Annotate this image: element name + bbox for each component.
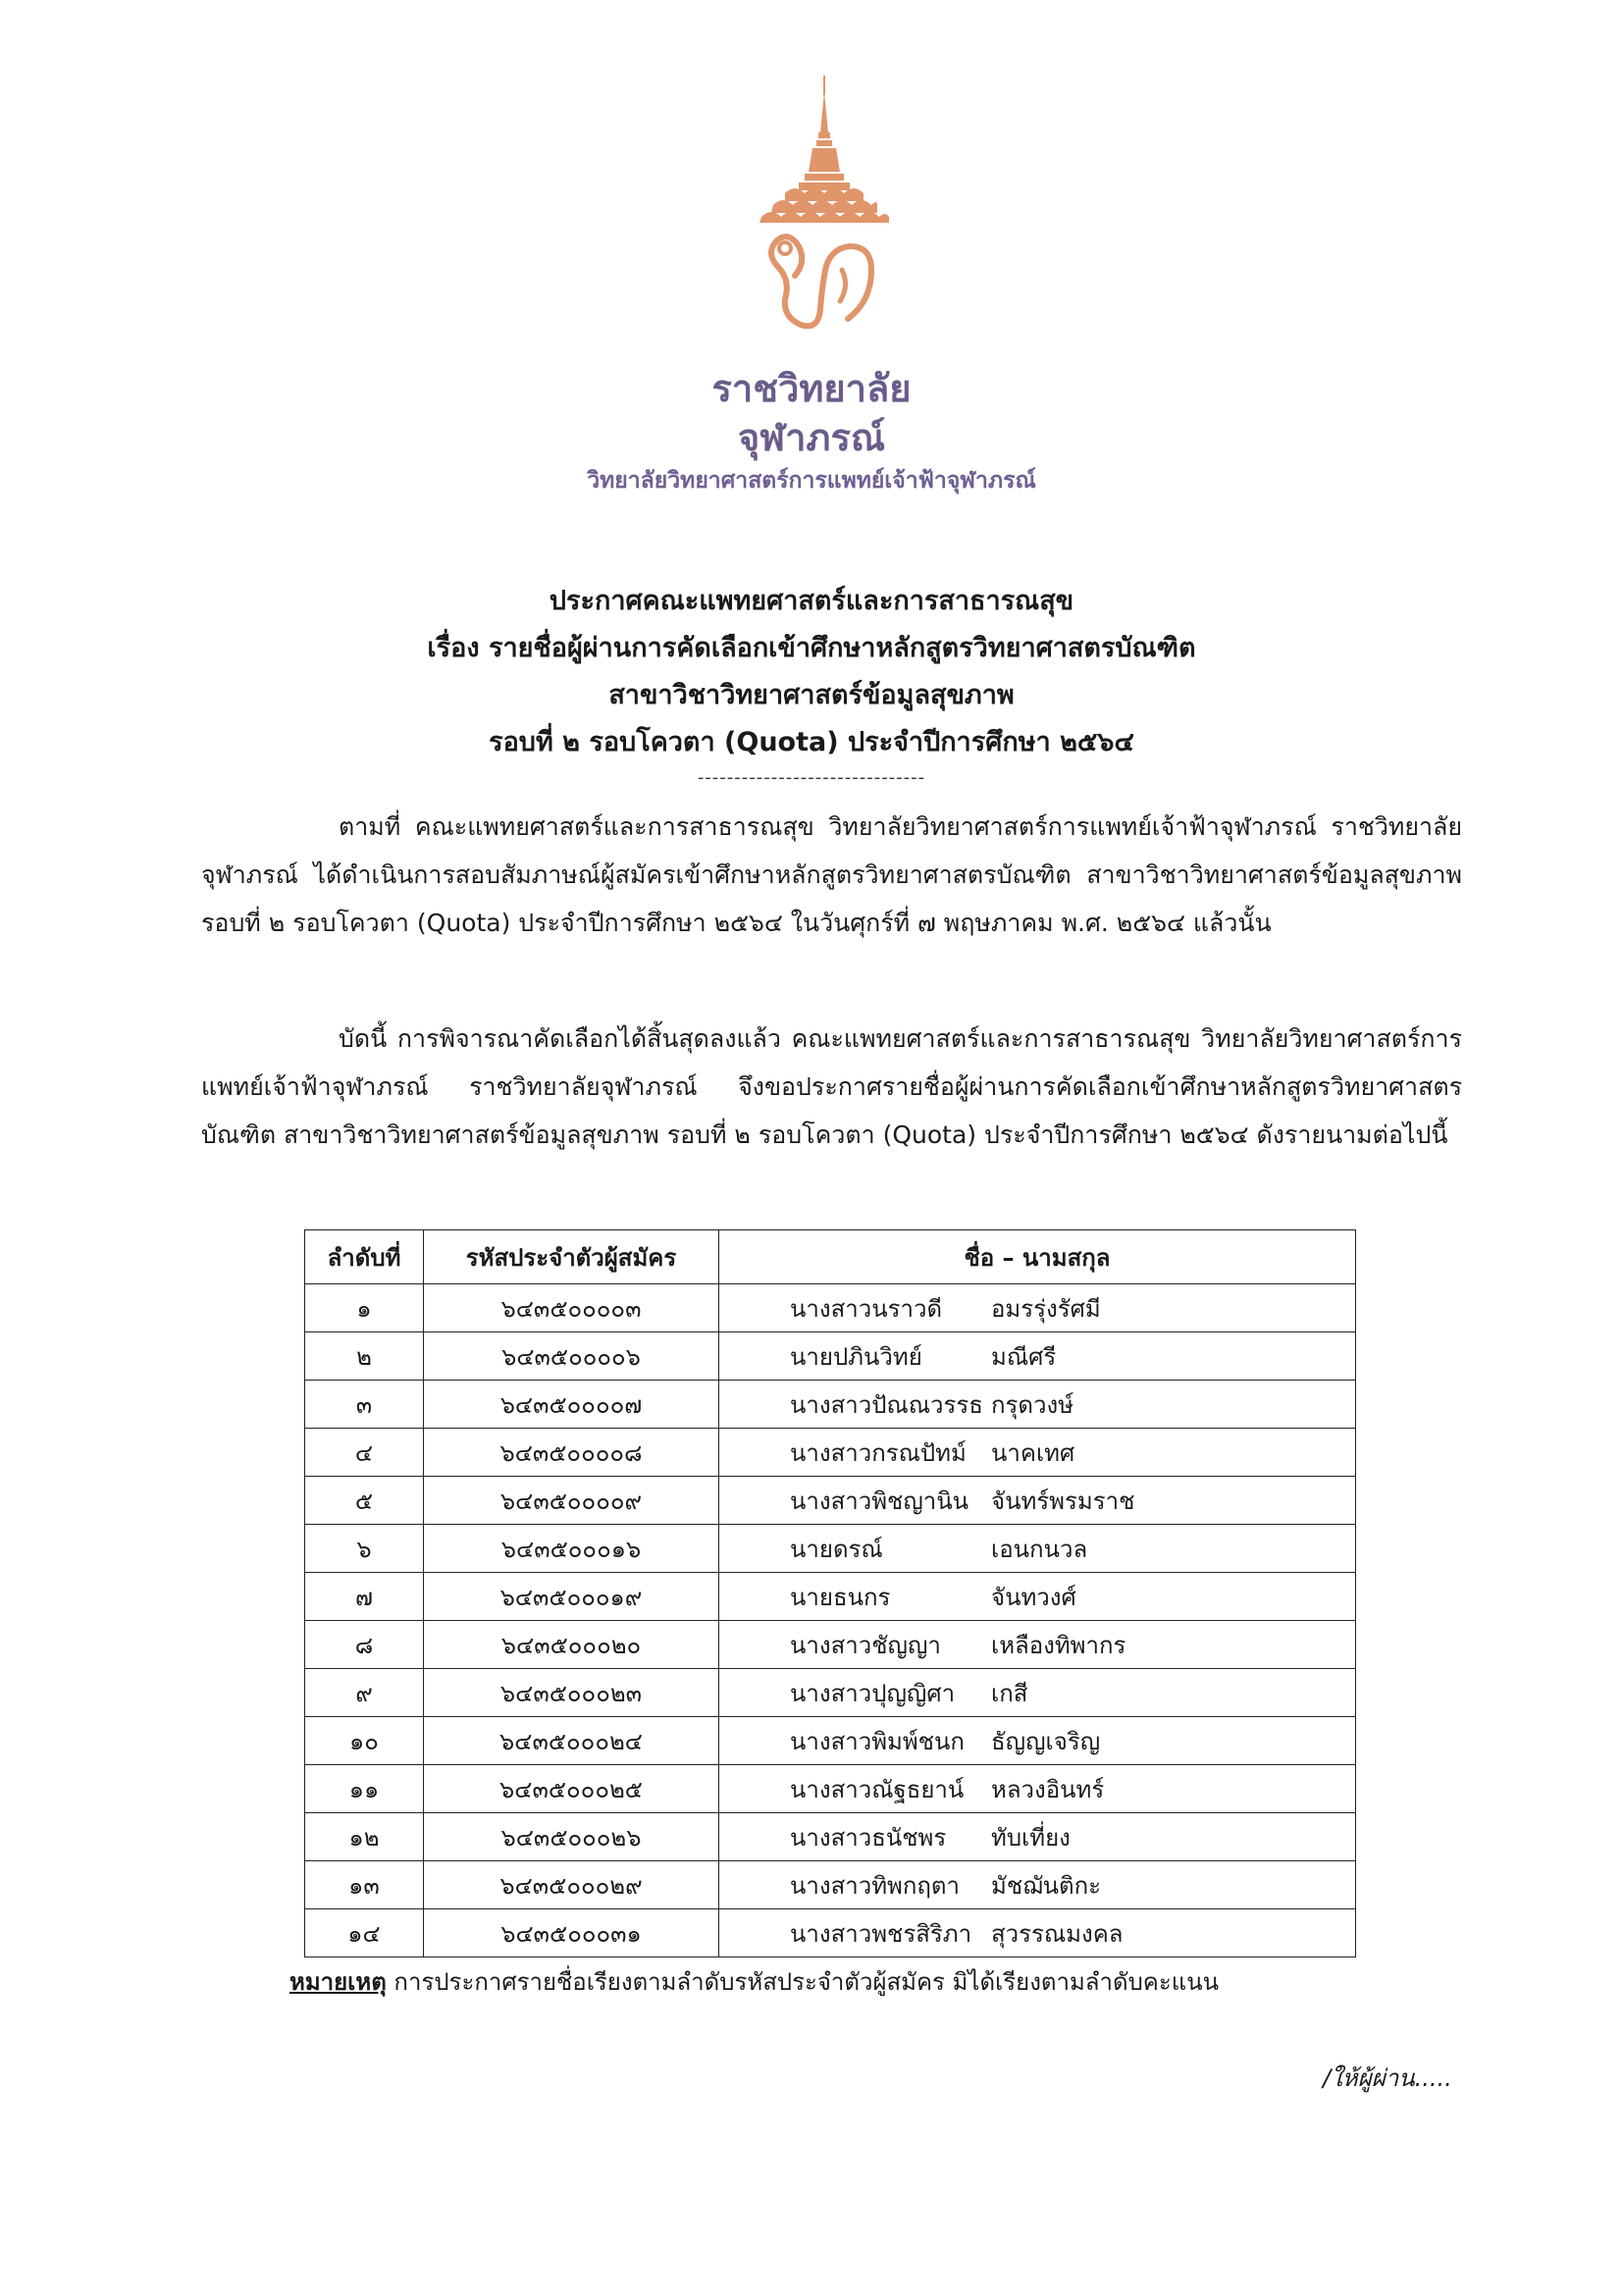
title-separator: ------------------------------- xyxy=(697,767,926,788)
body-paragraph-1: ตามที่ คณะแพทยศาสตร์และการสาธารณสุข วิทยาลัยวิทยาศาสตร์การแพทย์เจ้าฟ้าจุฬาภรณ์ ราชวิทยาลัยจุฬาภรณ์ ได้ดำเนินการสอบสัมภาษณ์ผู้สมัครเข้าศึกษาหลักสูตรวิทยาศาสตรบัณฑิต สาขาวิชาวิทยาศาสตร์ข้อมูลสุขภาพ รอบที่ ๒ รอบโควตา (Quota) ประจำปีการศึกษา ๒๕๖๔ ในวันศุกร์ที่ ๗ พฤษภาคม พ.ศ. ๒๕๖๔ แล้วนั้น xyxy=(201,812,1462,937)
first-name: นางสาวพิชญานิน xyxy=(790,1487,969,1515)
row-applicant-id: ๖๔๓๕๐๐๐๑๖ xyxy=(424,1525,719,1573)
row-order: ๑ xyxy=(305,1284,424,1332)
table-row xyxy=(305,1813,1356,1861)
row-applicant-id: ๖๔๓๕๐๐๐๐๘ xyxy=(424,1429,719,1477)
row-full-name xyxy=(719,1861,1356,1909)
row-applicant-id: ๖๔๓๕๐๐๐๒๕ xyxy=(424,1765,719,1813)
row-full-name xyxy=(719,1477,1356,1525)
table-row xyxy=(305,1381,1356,1429)
row-full-name xyxy=(719,1525,1356,1573)
row-order: ๑๓ xyxy=(305,1861,424,1909)
first-name: นายธนกร xyxy=(790,1583,891,1611)
row-applicant-id: ๖๔๓๕๐๐๐๒๔ xyxy=(424,1717,719,1765)
row-applicant-id: ๖๔๓๕๐๐๐๐๗ xyxy=(424,1381,719,1429)
table-row xyxy=(305,1765,1356,1813)
first-name: นางสาวธนัชพร xyxy=(790,1823,947,1852)
table-row xyxy=(305,1332,1356,1381)
last-name: มัชฌันติกะ xyxy=(991,1871,1102,1900)
row-order: ๑๒ xyxy=(305,1813,424,1861)
first-name: นางสาวนราวดี xyxy=(790,1294,943,1323)
last-name: ธัญญเจริญ xyxy=(991,1727,1101,1755)
row-full-name xyxy=(719,1284,1356,1332)
first-name: นางสาวทิพกฤตา xyxy=(790,1871,960,1900)
royal-crown-emblem-icon xyxy=(756,74,893,339)
last-name: นาคเทศ xyxy=(991,1438,1075,1467)
first-name: นางสาวพชรสิริภา xyxy=(790,1919,972,1948)
first-name: นางสาวพิมพ์ชนก xyxy=(790,1727,965,1755)
last-name: จันทร์พรมราช xyxy=(991,1487,1135,1515)
note-label: หมายเหตุ xyxy=(289,1968,387,1996)
institution-name-line1: ราชวิทยาลัย xyxy=(711,367,912,410)
row-applicant-id: ๖๔๓๕๐๐๐๓๑ xyxy=(424,1909,719,1957)
row-applicant-id: ๖๔๓๕๐๐๐๒๐ xyxy=(424,1621,719,1669)
first-name: นางสาวชัญญา xyxy=(790,1631,941,1659)
row-order: ๗ xyxy=(305,1573,424,1621)
table-row xyxy=(305,1477,1356,1525)
row-applicant-id: ๖๔๓๕๐๐๐๒๓ xyxy=(424,1669,719,1717)
row-applicant-id: ๖๔๓๕๐๐๐๐๖ xyxy=(424,1332,719,1381)
first-name: นางสาวกรณปัทม์ xyxy=(790,1438,967,1467)
first-name: นางสาวปุญญิศา xyxy=(790,1679,956,1707)
continued-marker: /ให้ผู้ผ่าน..... xyxy=(1323,2064,1452,2092)
row-order: ๒ xyxy=(305,1332,424,1381)
row-applicant-id: ๖๔๓๕๐๐๐๐๙ xyxy=(424,1477,719,1525)
announcement-program: สาขาวิชาวิทยาศาสตร์ข้อมูลสุขภาพ xyxy=(608,680,1015,710)
last-name: เหลืองทิพากร xyxy=(991,1631,1126,1659)
last-name: เกสี xyxy=(991,1679,1028,1707)
results-table xyxy=(304,1229,1356,1957)
table-row xyxy=(305,1669,1356,1717)
first-name: นางสาวณัฐธยาน์ xyxy=(790,1775,965,1803)
last-name: กรุดวงษ์ xyxy=(991,1390,1074,1419)
row-full-name xyxy=(719,1669,1356,1717)
row-full-name xyxy=(719,1909,1356,1957)
institution-name-line2: จุฬาภรณ์ xyxy=(737,416,886,459)
row-order: ๑๔ xyxy=(305,1909,424,1957)
row-applicant-id: ๖๔๓๕๐๐๐๒๖ xyxy=(424,1813,719,1861)
announcement-subject: เรื่อง รายชื่อผู้ผ่านการคัดเลือกเข้าศึกษาหลักสูตรวิทยาศาสตรบัณฑิต xyxy=(427,633,1196,663)
row-full-name xyxy=(719,1429,1356,1477)
last-name: เอนกนวล xyxy=(991,1535,1088,1563)
table-header-row xyxy=(305,1230,1356,1284)
table-row xyxy=(305,1909,1356,1957)
last-name: ทับเที่ยง xyxy=(991,1823,1071,1852)
table-row xyxy=(305,1525,1356,1573)
row-order: ๕ xyxy=(305,1477,424,1525)
row-full-name xyxy=(719,1332,1356,1381)
row-applicant-id: ๖๔๓๕๐๐๐๑๙ xyxy=(424,1573,719,1621)
last-name: อมรรุ่งรัศมี xyxy=(991,1294,1101,1323)
last-name: มณีศรี xyxy=(991,1342,1057,1371)
row-full-name xyxy=(719,1813,1356,1861)
row-order: ๑๐ xyxy=(305,1717,424,1765)
row-order: ๓ xyxy=(305,1381,424,1429)
table-row xyxy=(305,1573,1356,1621)
row-full-name xyxy=(719,1381,1356,1429)
row-full-name xyxy=(719,1621,1356,1669)
table-row xyxy=(305,1284,1356,1332)
first-name: นายปภินวิทย์ xyxy=(790,1342,922,1371)
last-name: จันทวงศ์ xyxy=(991,1583,1076,1611)
college-name: วิทยาลัยวิทยาศาสตร์การแพทย์เจ้าฟ้าจุฬาภรณ์ xyxy=(587,468,1036,494)
row-full-name xyxy=(719,1717,1356,1765)
first-name: นายดรณ์ xyxy=(790,1535,883,1563)
last-name: สุวรรณมงคล xyxy=(991,1919,1124,1948)
table-row xyxy=(305,1429,1356,1477)
row-applicant-id: ๖๔๓๕๐๐๐๐๓ xyxy=(424,1284,719,1332)
announcement-round: รอบที่ ๒ รอบโควตา (Quota) ประจำปีการศึกษา ๒๕๖๔ xyxy=(489,727,1134,757)
row-full-name xyxy=(719,1573,1356,1621)
table-note xyxy=(289,1962,1219,2001)
header-full-name: ชื่อ – นามสกุล xyxy=(719,1230,1356,1284)
last-name: หลวงอินทร์ xyxy=(991,1775,1105,1803)
row-order: ๔ xyxy=(305,1429,424,1477)
row-order: ๙ xyxy=(305,1669,424,1717)
header-order: ลำดับที่ xyxy=(305,1230,424,1284)
note-text: การประกาศรายชื่อเรียงตามลำดับรหัสประจำตัวผู้สมัคร มิได้เรียงตามลำดับคะแนน xyxy=(386,1968,1220,1996)
row-applicant-id: ๖๔๓๕๐๐๐๒๙ xyxy=(424,1861,719,1909)
row-order: ๘ xyxy=(305,1621,424,1669)
row-order: ๖ xyxy=(305,1525,424,1573)
row-full-name xyxy=(719,1765,1356,1813)
table-row xyxy=(305,1621,1356,1669)
header-applicant-id: รหัสประจำตัวผู้สมัคร xyxy=(424,1230,719,1284)
row-order: ๑๑ xyxy=(305,1765,424,1813)
announcement-title: ประกาศคณะแพทยศาสตร์และการสาธารณสุข xyxy=(549,586,1074,616)
table-row xyxy=(305,1861,1356,1909)
first-name: นางสาวปัณณวรรธ xyxy=(790,1390,983,1419)
body-paragraph-2: บัดนี้ การพิจารณาคัดเลือกได้สิ้นสุดลงแล้ว คณะแพทยศาสตร์และการสาธารณสุข วิทยาลัยวิทยาศาสตร์การแพทย์เจ้าฟ้าจุฬาภรณ์ ราชวิทยาลัยจุฬาภรณ์ จึงขอประกาศรายชื่อผู้ผ่านการคัดเลือกเข้าศึกษาหลักสูตรวิทยาศาสตรบัณฑิต สาขาวิชาวิทยาศาสตร์ข้อมูลสุขภาพ รอบที่ ๒ รอบโควตา (Quota) ประจำปีการศึกษา ๒๕๖๔ ดังรายนามต่อไปนี้ xyxy=(201,1024,1462,1149)
table-row xyxy=(305,1717,1356,1765)
